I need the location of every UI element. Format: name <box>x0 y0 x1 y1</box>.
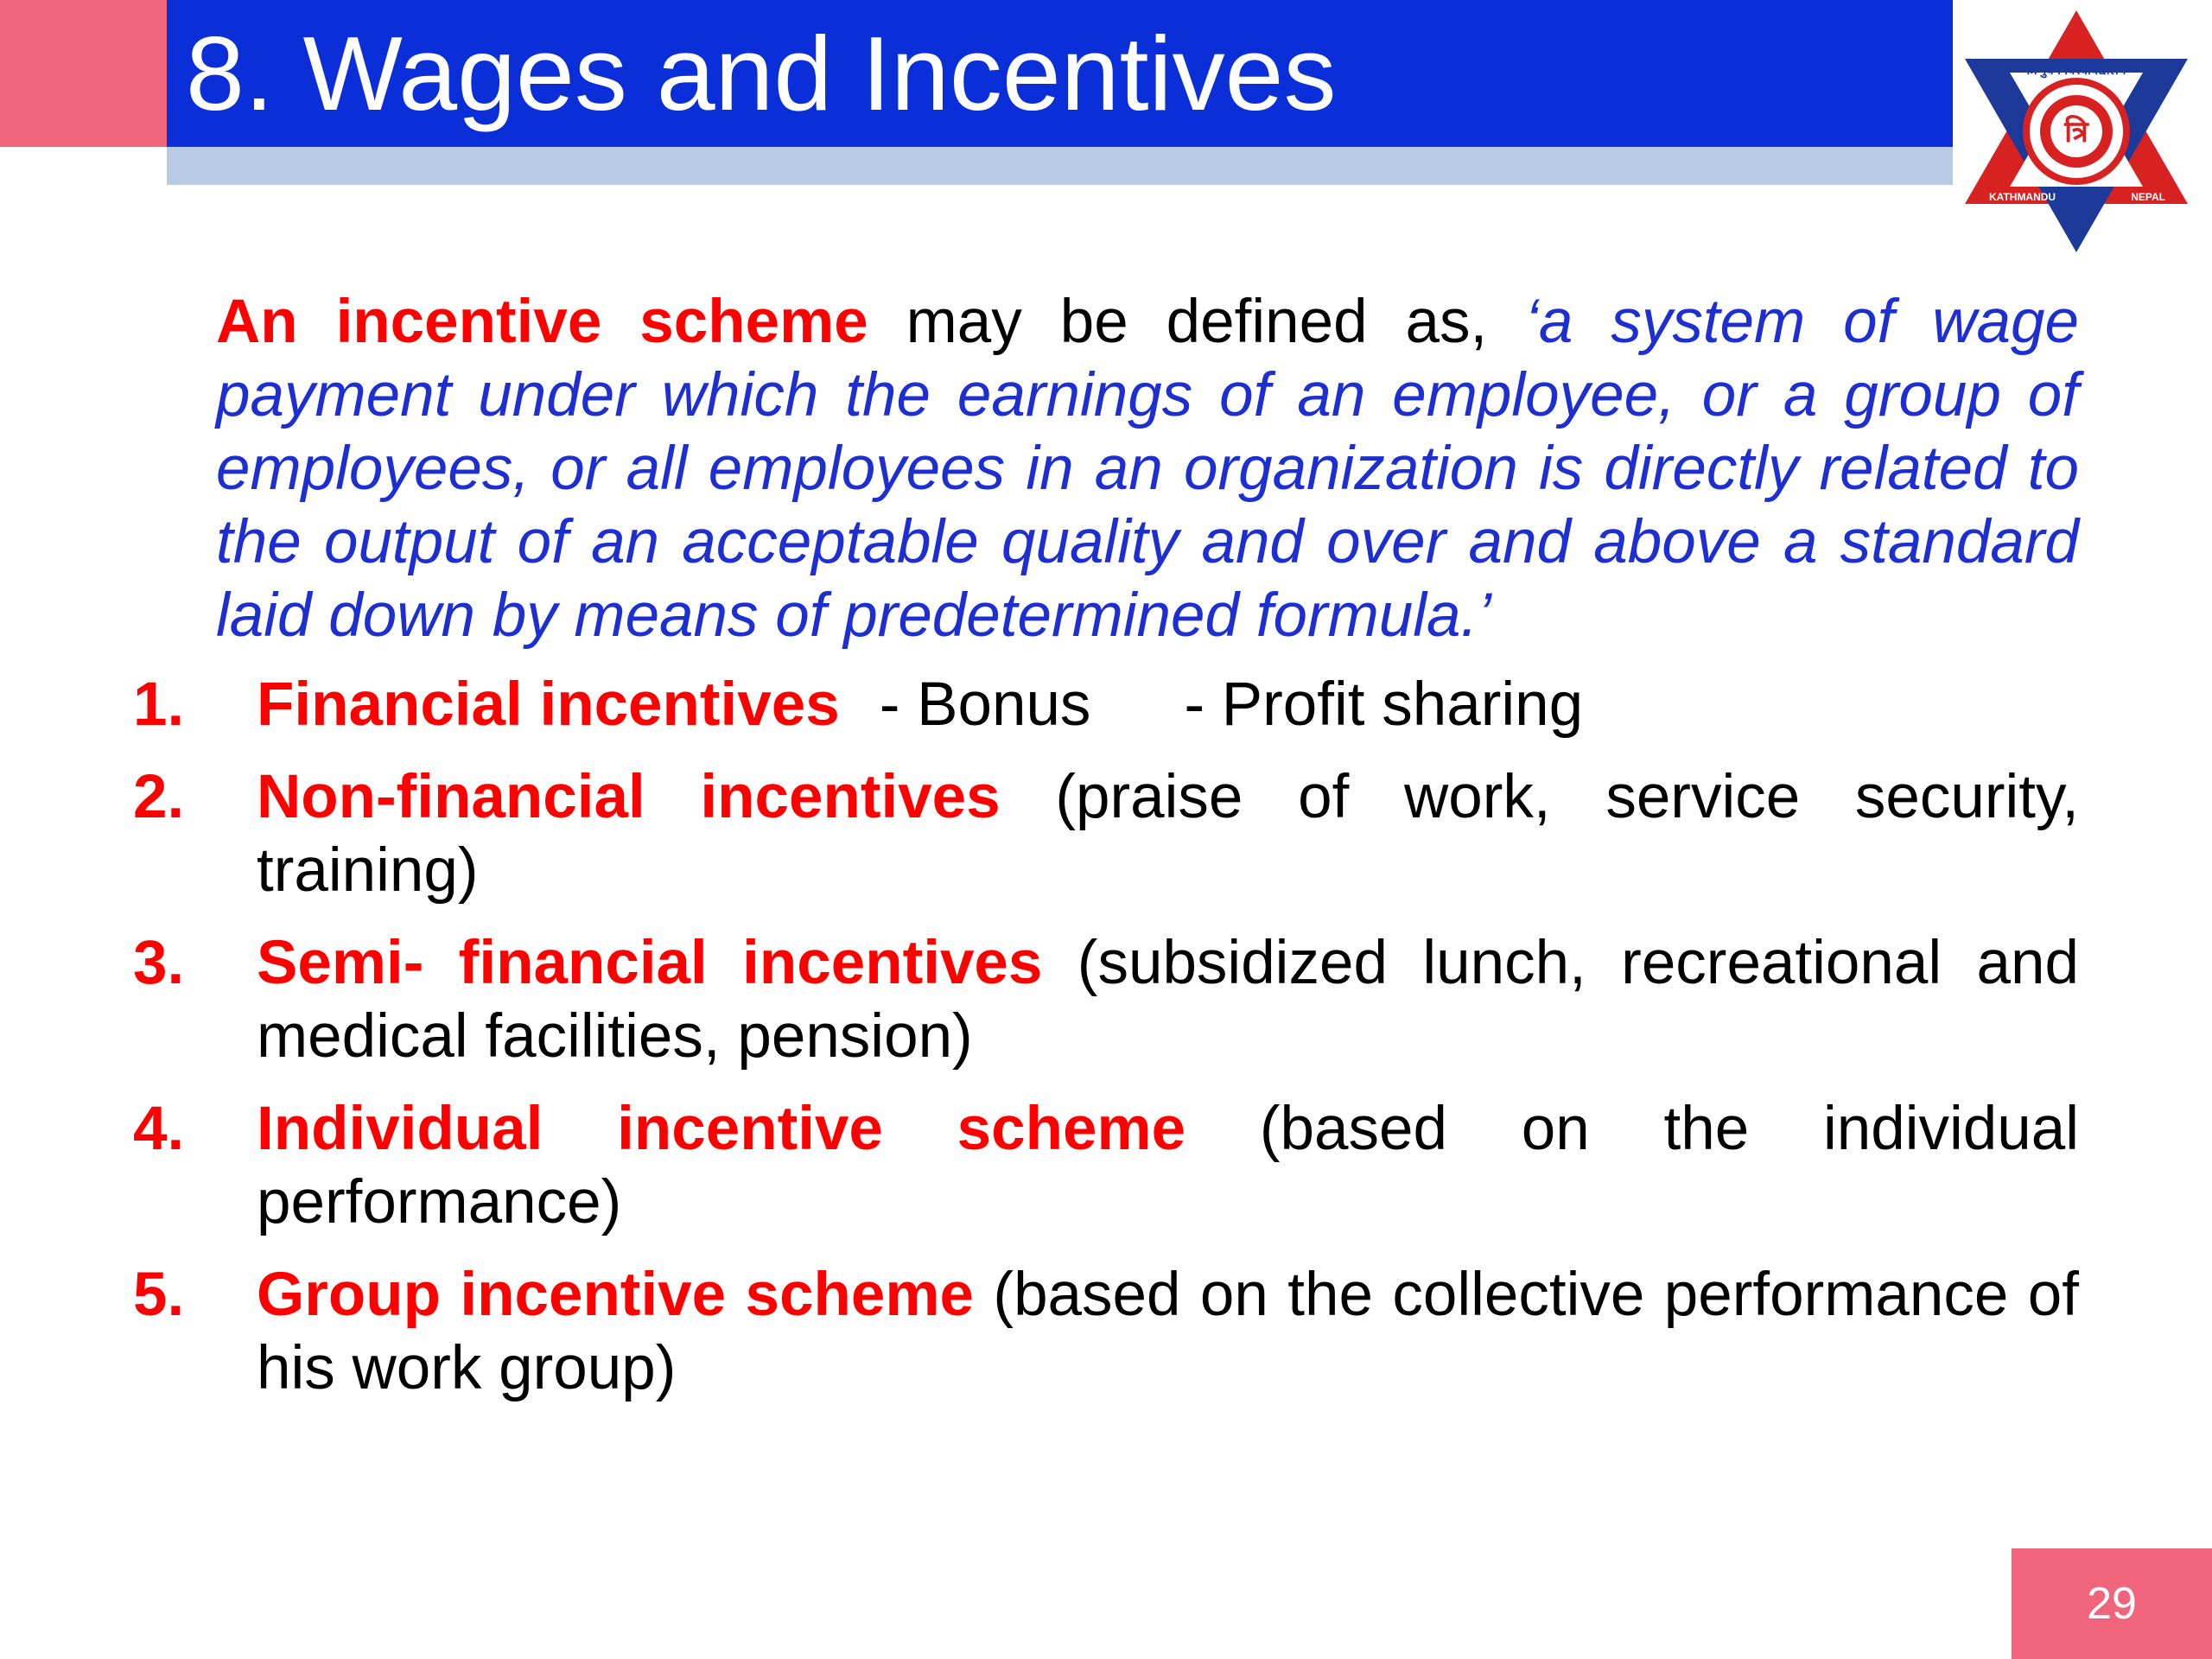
list-number: 4. <box>133 1095 185 1163</box>
list-number: 2. <box>133 763 185 831</box>
incentive-definition <box>130 285 2079 652</box>
logo-country-label: NEPAL <box>2131 191 2165 203</box>
list-detail: (praise of work, service security, training) <box>257 763 2079 905</box>
title-accent-block <box>0 0 167 147</box>
logo-top-script: त्रिभुवन विश्वविद्यालय <box>2026 63 2126 78</box>
incentive-types-list <box>130 668 2079 1405</box>
list-detail: (based on the collective performance of his work group) <box>257 1261 2080 1402</box>
list-item <box>130 668 2079 741</box>
list-item <box>130 760 2079 907</box>
list-term: Non-financial incentives <box>257 763 1001 831</box>
list-item <box>130 926 2079 1073</box>
list-term: Individual incentive scheme <box>257 1095 1186 1163</box>
title-bar <box>167 0 1953 147</box>
page-number: 29 <box>2087 1579 2137 1629</box>
list-number: 3. <box>133 929 185 997</box>
financial-example-bonus: - Bonus <box>879 671 1091 739</box>
list-number: 1. <box>133 671 185 739</box>
definition-intro: may be defined as, <box>868 288 1526 356</box>
list-term: Group incentive scheme <box>257 1261 975 1329</box>
list-detail: (based on the individual performance) <box>257 1095 2079 1236</box>
financial-example-profit-sharing: - Profit sharing <box>1184 671 1584 739</box>
list-term: Semi- financial incentives <box>257 929 1043 997</box>
logo-city-label: KATHMANDU <box>1989 191 2056 203</box>
list-term: Financial incentives <box>257 671 840 739</box>
list-number: 5. <box>133 1261 185 1329</box>
slide-content <box>130 285 2079 1424</box>
university-logo-icon <box>1955 7 2198 256</box>
definition-term: An incentive scheme <box>216 288 868 356</box>
list-item <box>130 1258 2079 1405</box>
slide-title: 8. Wages and Incentives <box>186 15 1337 132</box>
title-underline-band <box>167 147 1953 185</box>
page-number-badge <box>2012 1548 2212 1659</box>
logo-emblem-glyph: त्रि <box>2064 116 2088 149</box>
list-detail: (subsidized lunch, recreational and medical facilities, pension) <box>257 929 2080 1071</box>
list-item <box>130 1092 2079 1239</box>
definition-quote: ‘a system of wage payment under which the earnings of an employee, or a group of employees, or all employees in an organization is directly related to the output of an acceptable quality and over and above a standard laid down by means of predetermined formula.’ <box>216 288 2079 650</box>
